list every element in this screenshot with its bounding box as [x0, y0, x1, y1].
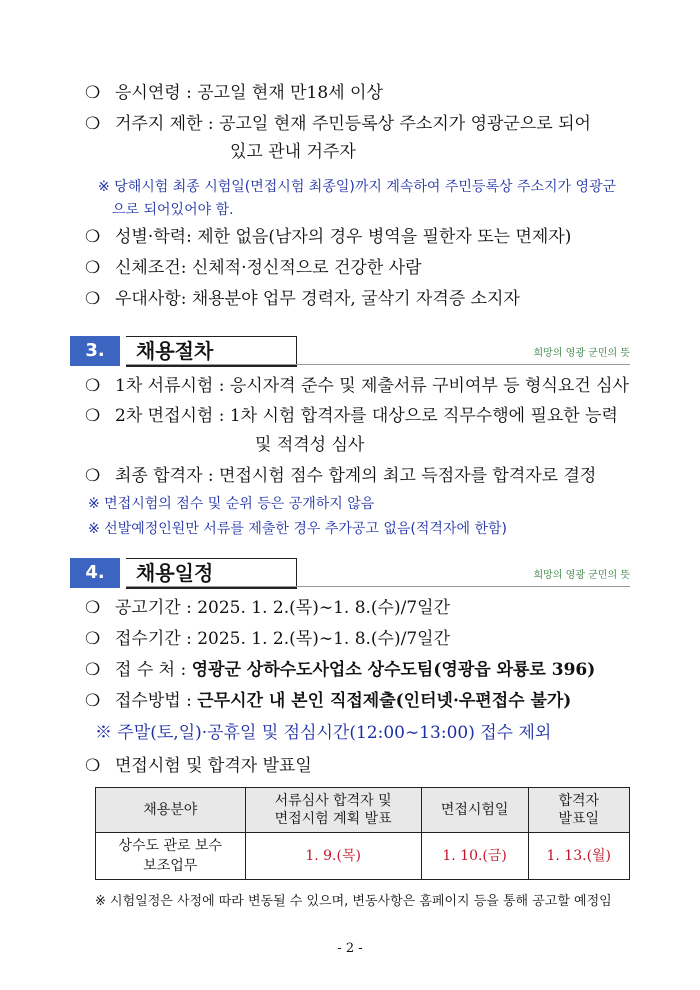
cell-field-line-2: 보조업무 — [143, 858, 198, 874]
cell-field-line-1: 상수도 관로 보수 — [118, 838, 223, 854]
section-4-header — [70, 558, 630, 588]
cell-interview: 1. 10.(금) — [421, 833, 528, 880]
header-final-line-2: 발표일 — [558, 811, 600, 827]
body-condition-item: ❍ 신체조건: 신체적·정신적으로 건강한 사람 — [85, 258, 422, 278]
age-item: ❍ 응시연령 : 공고일 현재 만18세 이상 — [85, 83, 383, 103]
header-interview: 면접시험일 — [421, 788, 528, 833]
step2-item-cont: 및 적격성 심사 — [255, 435, 365, 455]
step1-item: ❍ 1차 서류시험 : 응시자격 준수 및 제출서류 구비여부 등 형식요건 심사 — [85, 376, 629, 396]
bullet-icon: ❍ — [85, 114, 101, 134]
section-title: 채용절차 — [126, 336, 297, 367]
bullet-icon: ❍ — [85, 406, 101, 426]
section-number: 3. — [70, 336, 120, 366]
header-doc-result — [245, 788, 421, 833]
receipt-method-item: ❍ 접수방법 : 근무시간 내 본인 직접제출(인터넷·우편접수 불가) — [85, 691, 572, 711]
cell-doc-result: 1. 9.(목) — [245, 833, 421, 880]
receipt-period-item: ❍ 접수기간 : 2025. 1. 2.(목)∼1. 8.(수)/7일간 — [85, 629, 450, 649]
notice-period-item: ❍ 공고기간 : 2025. 1. 2.(목)∼1. 8.(수)/7일간 — [85, 598, 450, 618]
header-final-line-1: 합격자 — [558, 793, 600, 809]
preference-item: ❍ 우대사항: 채용분야 업무 경력자, 굴삭기 자격증 소지자 — [85, 289, 520, 309]
table-row — [96, 833, 630, 880]
exclusion-note: ※ 주말(토,일)·공휴일 및 점심시간(12:00∼13:00) 접수 제외 — [95, 723, 552, 743]
cell-field — [96, 833, 246, 880]
bullet-icon: ❍ — [85, 258, 101, 278]
section-divider — [126, 586, 630, 587]
county-logo: 희망의 영광 군민의 뜻 — [533, 570, 630, 581]
step2-item: ❍ 2차 면접시험 : 1차 시험 합격자를 대상으로 직무수행에 필요한 능력 — [85, 406, 618, 426]
residence-note-2: 으로 되어있어야 함. — [112, 202, 234, 218]
page-number: - 2 - — [337, 941, 363, 956]
bullet-icon: ❍ — [85, 289, 101, 309]
bullet-icon: ❍ — [85, 691, 101, 711]
header-field: 채용분야 — [96, 788, 246, 833]
final-item: ❍ 최종 합격자 : 면접시험 점수 합계의 최고 득점자를 합격자로 결정 — [85, 466, 597, 486]
residence-item: ❍ 거주지 제한 : 공고일 현재 주민등록상 주소지가 영광군으로 되어 — [85, 114, 591, 134]
procedure-note-1: ※ 면접시험의 점수 및 순위 등은 공개하지 않음 — [88, 496, 375, 512]
header-doc-result-line-2: 면접시험 계획 발표 — [274, 811, 392, 827]
gender-item: ❍ 성별·학력: 제한 없음(남자의 경우 병역을 필한자 또는 면제자) — [85, 227, 572, 247]
schedule-heading: ❍ 면접시험 및 합격자 발표일 — [85, 756, 312, 776]
section-number: 4. — [70, 558, 120, 588]
header-final — [528, 788, 629, 833]
bullet-icon: ❍ — [85, 466, 101, 486]
bullet-icon: ❍ — [85, 376, 101, 396]
bullet-icon: ❍ — [85, 598, 101, 618]
receipt-place-item: ❍ 접 수 처 : 영광군 상하수도사업소 상수도팀(영광읍 와룡로 396) — [85, 660, 596, 680]
bullet-icon: ❍ — [85, 629, 101, 649]
procedure-note-2: ※ 선발예정인원만 서류를 제출한 경우 추가공고 없음(적격자에 한함) — [88, 521, 507, 537]
section-3-header — [70, 336, 630, 366]
schedule-table — [95, 787, 630, 880]
section-divider — [126, 364, 630, 365]
header-doc-result-line-1: 서류심사 합격자 및 — [274, 793, 392, 809]
table-header-row — [96, 788, 630, 833]
residence-item-cont: 있고 관내 거주자 — [230, 142, 356, 162]
bullet-icon: ❍ — [85, 756, 101, 776]
bullet-icon: ❍ — [85, 227, 101, 247]
footer-note: ※ 시험일정은 사정에 따라 변동될 수 있으며, 변동사항은 홈페이지 등을 통해 공고할 예정임 — [95, 894, 612, 909]
bullet-icon: ❍ — [85, 83, 101, 103]
residence-note-1: ※ 당해시험 최종 시험일(면접시험 최종일)까지 계속하여 주민등록상 주소지가 영광군 — [98, 179, 617, 195]
cell-final: 1. 13.(월) — [528, 833, 629, 880]
section-title: 채용일정 — [126, 558, 297, 589]
bullet-icon: ❍ — [85, 660, 101, 680]
county-logo: 희망의 영광 군민의 뜻 — [533, 348, 630, 359]
